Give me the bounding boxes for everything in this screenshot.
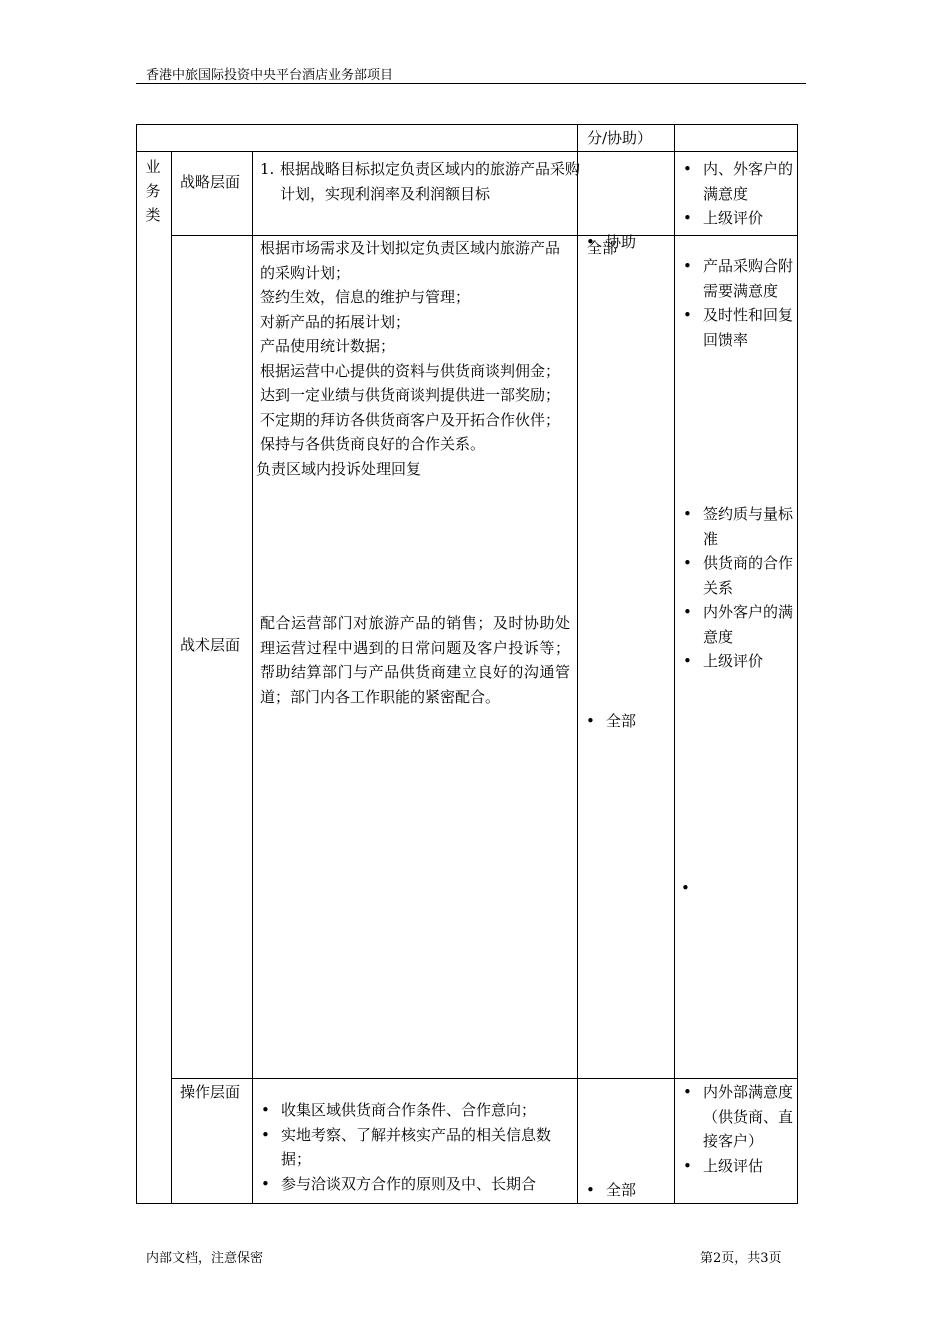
table-rule: [136, 1203, 798, 1204]
operational-role: • 全部: [580, 1178, 696, 1203]
operational-kpi: [675, 1080, 793, 1178]
duty-line: 保持与各供货商良好的合作关系。: [260, 435, 486, 453]
duty-line: 根据运营中心提供的资料与供货商谈判佣金；: [260, 361, 561, 380]
duty-number: 1.: [260, 160, 275, 178]
strategic-duty: [260, 157, 588, 206]
duty-line: 产品使用统计数据；: [260, 337, 396, 355]
category-label: 业务类: [145, 158, 161, 224]
kpi-item: • 内、外客户的满意度: [675, 157, 793, 206]
table-rule: [797, 124, 798, 1204]
duty-line: 达到一定业绩与供货商谈判提供进一部奖励；: [260, 386, 561, 404]
footer-confidential: 内部文档，注意保密: [146, 1251, 264, 1266]
duty-line: 对新产品的拓展计划；: [260, 312, 411, 331]
kpi-item: • 供货商的合作关系: [675, 551, 793, 600]
tactical-kpi-group-1: [675, 254, 793, 352]
level-label-operational: 操作层面: [180, 1083, 241, 1101]
kpi-item: • 上级评估: [675, 1154, 793, 1179]
footer-page-number: 第2页，共3页: [700, 1251, 782, 1266]
table-rule: [171, 151, 172, 1204]
kpi-item: • 上级评价: [675, 206, 793, 231]
tactical-role-mid: • 全部: [580, 709, 696, 734]
operational-duties: [253, 1098, 571, 1196]
duty-bullet: • 实地考察、了解并核实产品的相关信息数据；: [253, 1123, 571, 1172]
duty-bullet: • 收集区域供货商合作条件、合作意向；: [253, 1098, 571, 1123]
table-rule: [171, 1078, 798, 1079]
duty-line: 签约生效，信息的维护与管理；: [260, 288, 471, 306]
tactical-kpi-group-2: [675, 502, 793, 674]
role-header-cell: 分/协助）: [587, 129, 653, 147]
kpi-item: • 签约质与量标准: [675, 502, 793, 551]
kpi-item: • 上级评价: [675, 649, 793, 674]
strategic-kpi: [675, 157, 793, 231]
level-label-strategic: 战略层面: [180, 173, 241, 191]
tactical-role-top: 全部: [587, 239, 618, 257]
duty-line: 不定期的拜访各供货商客户及开拓合作伙伴；: [260, 410, 561, 429]
table-rule: [252, 151, 253, 1204]
header-title: 香港中旅国际投资中央平台酒店业务部项目: [146, 68, 394, 83]
kpi-item: • 内外部满意度（供货商、直接客户）: [675, 1080, 793, 1154]
duty-line: 负责区域内投诉处理回复: [256, 459, 422, 478]
empty-bullet: •: [681, 879, 690, 897]
kpi-item: • 产品采购合附需要满意度: [675, 254, 793, 303]
tactical-duty-extra: 配合运营部门对旅游产品的销售；及时协助处理运营过程中遇到的日常问题及客户投诉等；帮助结算部门与产品供货商建立良好的沟通管道；部门内各工作职能的紧密配合。: [260, 614, 570, 706]
tactical-duties: [256, 236, 572, 481]
table-rule: [136, 124, 137, 1204]
table-rule: [577, 124, 578, 1204]
duty-text: 根据战略目标拟定负责区域内的旅游产品采购计划，实现利润率及利润额目标: [280, 160, 581, 203]
duty-line: 根据市场需求及计划拟定负责区域内旅游产品的采购计划；: [260, 239, 561, 282]
table-rule: [136, 124, 798, 125]
strategic-role: • 协助: [580, 230, 696, 255]
table-rule: [136, 151, 798, 152]
kpi-item: • 内外客户的满意度: [675, 600, 793, 649]
kpi-item: • 及时性和回复回馈率: [675, 303, 793, 352]
level-label-tactical: 战术层面: [180, 636, 241, 654]
duty-bullet: • 参与洽谈双方合作的原则及中、长期合: [253, 1172, 571, 1197]
